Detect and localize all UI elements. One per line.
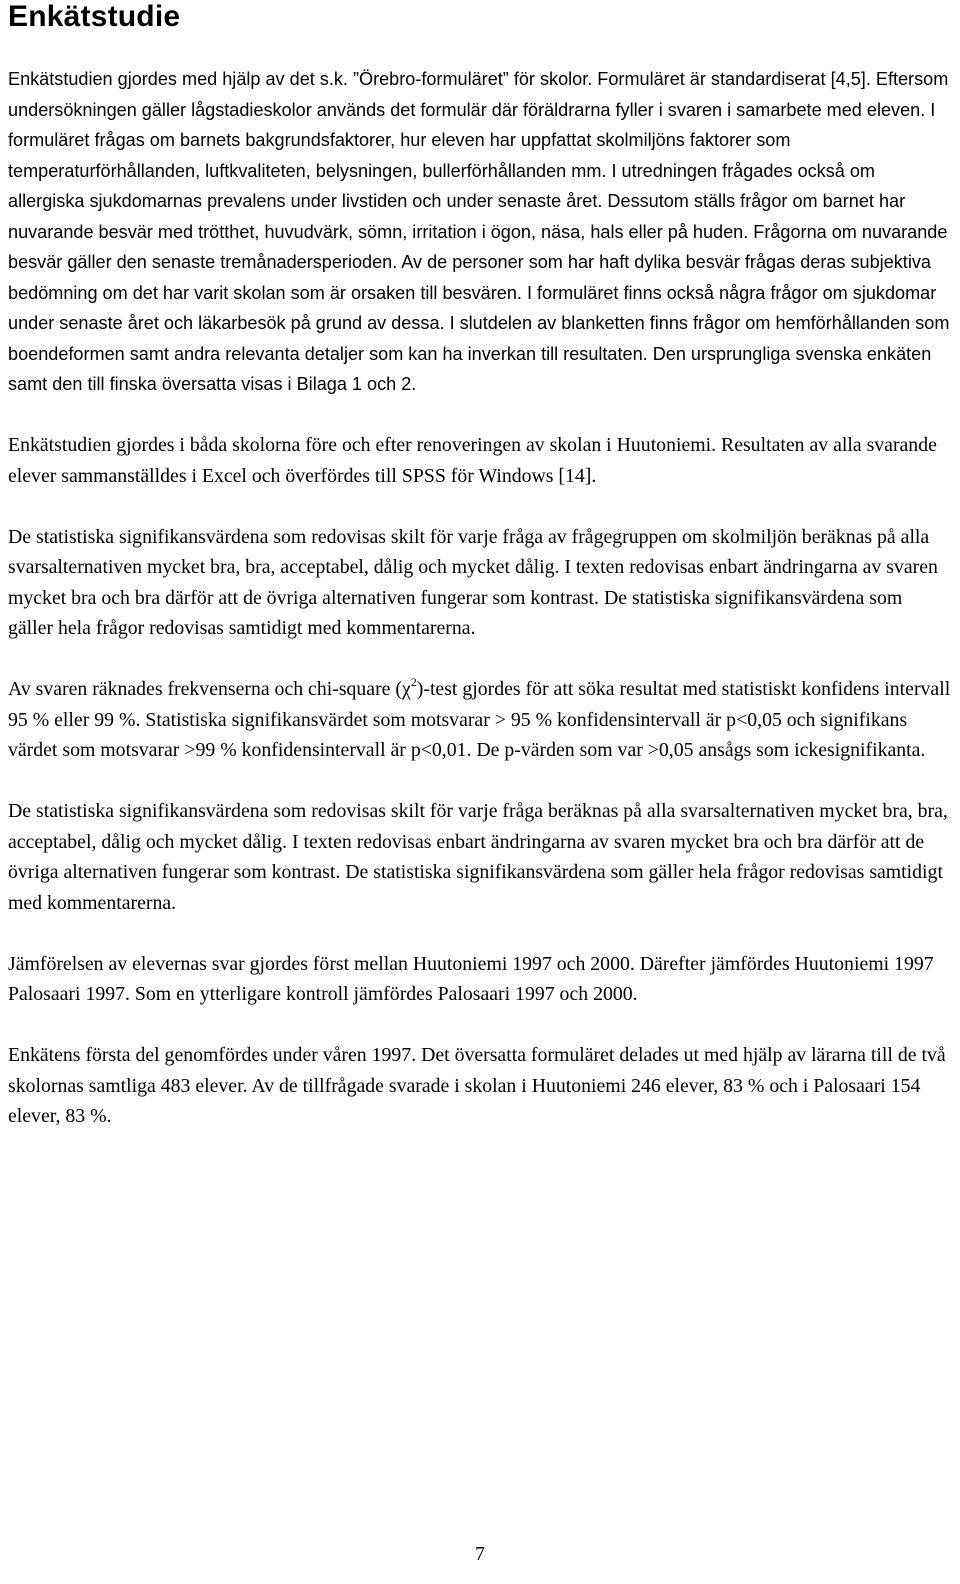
page-number: 7 [475,1544,485,1565]
chi-square-exponent: 2 [410,675,417,689]
paragraph-significance-repeat: De statistiska signifikansvärdena som redovisas skilt för varje fråga beräknas på alla svarsalternativen mycket bra, bra, acceptabel, dålig och mycket dålig. I texten redovisas enbart ändringarna av svaren mycket bra och bra därför att de övriga alternativen fungerar som kontrast. De statistiska signifikansvärdena som gäller hela frågor redovisas samtidigt med kommentarerna. [8,800,948,914]
section-heading: Enkätstudie [8,0,181,33]
paragraph-chi-square [8,674,952,766]
paragraph-survey-execution: Enkätstudien gjordes i båda skolorna före och efter renoveringen av skolan i Huutoniemi. Resultaten av alla svarande elever sammanställdes i Excel och överfördes till SPSS för Windows [14]. [8,434,937,487]
paragraph-survey-description: Enkätstudien gjordes med hjälp av det s.k. ”Örebro-formuläret” för skolor. Formuläret är standardiserat [4,5]. Eftersom undersökningen gäller lågstadieskolor används det formulär där föräldrarna fyller i svaren i samarbete med eleven. I formuläret frågas om barnets bakgrundsfaktorer, hur eleven har uppfattat skolmiljöns faktorer som temperaturförhållanden, luftkvaliteten, belysningen, bullerförhållanden mm. I utredningen frågades också om allergiska sjukdomarnas prevalens under livstiden och under senaste året. Dessutom ställs frågor om barnet har nuvarande besvär med trötthet, huvudvärk, sömn, irritation i ögon, näsa, hals eller på huden. Frågorna om nuvarande besvär gäller den senaste tremånadersperioden. Av de personer som har haft dylika besvär frågas deras subjektiva bedömning om det har varit skolan som är orsaken till besvären. I formuläret finns också några frågor om sjukdomar under senaste året och läkarbesök på grund av dessa. I slutdelen av blanketten finns frågor om hemförhållanden som boendeformen samt andra relevanta detaljer som kan ha inverkan till resultaten. Den ursprungliga svenska enkäten samt den till finska översatta visas i Bilaga 1 och 2. [8,69,950,394]
chi-square-text-start: Av svaren räknades frekvenserna och chi-square (χ [8,678,411,700]
paragraph-first-survey: Enkätens första del genomfördes under våren 1997. Det översatta formuläret delades ut med hjälp av lärarna till de två skolornas samtliga 483 elever. Av de tillfrågade svarade i skolan i Huutoniemi 246 elever, 83 % och i Palosaari 154 elever, 83 %. [8,1044,946,1127]
paragraph-significance-values: De statistiska signifikansvärdena som redovisas skilt för varje fråga av frågegruppen om skolmiljön beräknas på alla svarsalternativen mycket bra, bra, acceptabel, dålig och mycket dålig. I texten redovisas enbart ändringarna av svaren mycket bra och bra därför att de övriga alternativen fungerar som kontrast. De statistiska signifikansvärdena som gäller hela frågor redovisas samtidigt med kommentarerna. [8,525,938,639]
paragraph-comparison: Jämförelsen av elevernas svar gjordes först mellan Huutoniemi 1997 och 2000. Därefter jämfördes Huutoniemi 1997 Palosaari 1997. Som en ytterligare kontroll jämfördes Palosaari 1997 och 2000. [8,952,934,1005]
document-page [8,0,952,1132]
chi-square-text-end: )-test gjordes för att söka resultat med statistiskt konfidens intervall 95 % eller 99 %. Statistiska signifikansvärdet som motsvarar > 95 % konfidensintervall är p<0,05 och signifikans värdet som motsvarar >99 % konfidensintervall är p<0,01. De p-värden som var >0,05 ansågs som ickesignifikanta. [8,678,951,761]
